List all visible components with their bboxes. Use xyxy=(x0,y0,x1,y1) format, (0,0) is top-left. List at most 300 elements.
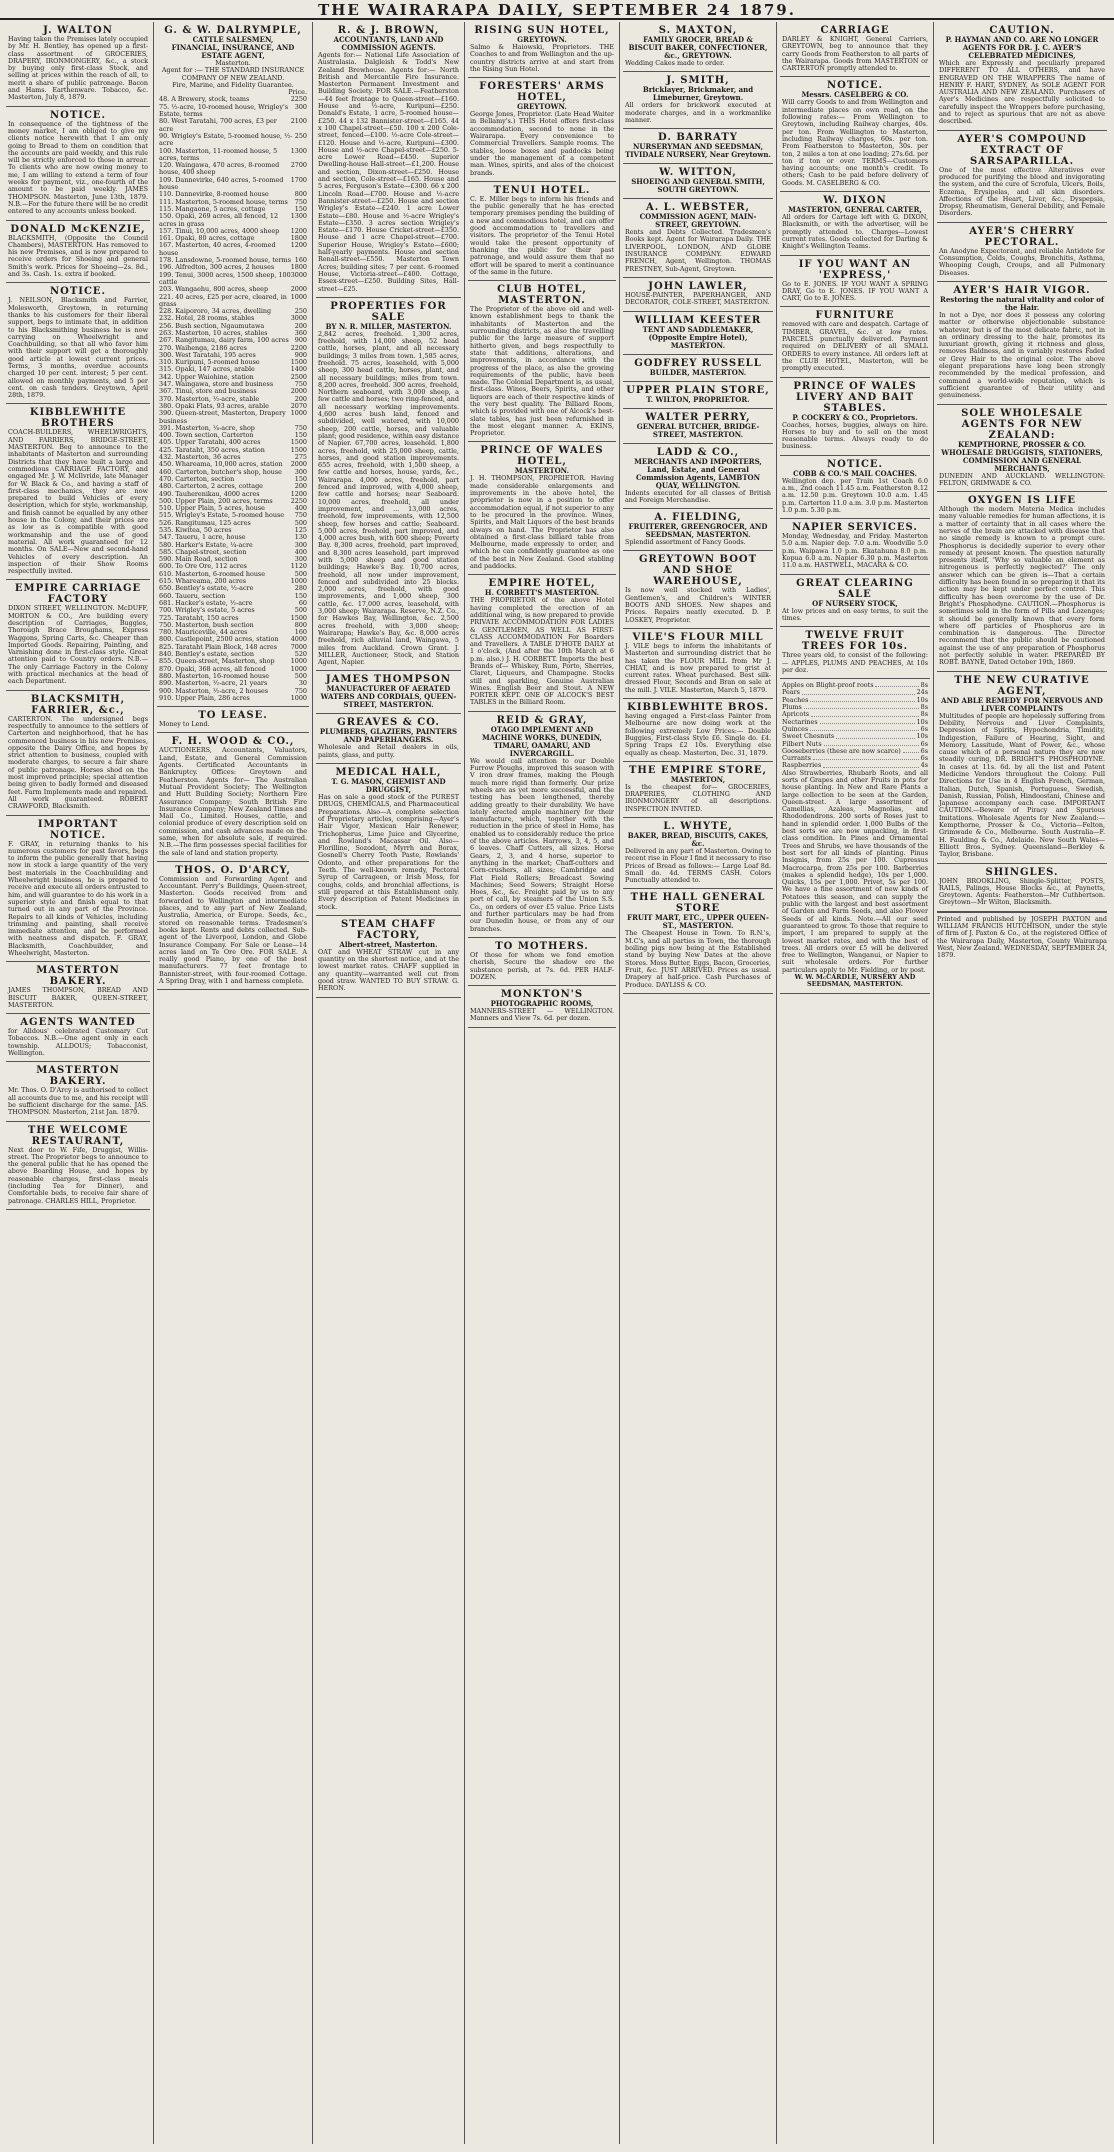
property-number: 232. xyxy=(159,314,174,323)
ad-body: Rents and Debts Collected. Tradesmen's Books kept. Agent for Wairarapa Daily. THE LIVERPOOL, LONDON, AND GLOBE INSURANCE COMPANY. EDWARD FRENCH, Agent, Wellington. THOMAS PRESTNEY, Sub-Agent, Greytown. xyxy=(625,228,771,273)
property-price: 250 xyxy=(294,307,307,316)
property-row xyxy=(159,410,307,425)
ad-body: AUCTIONEERS, Accountants, Valuators, Land, Estate, and General Commission Agents. Certificated Accountants in Bankruptcy. Offices: Greytown and Featherston. Agents for— The Australian Mutual Provident Society; The Wellington and Hutt Building Society; Northern Fire Assurance Company; South British Fire Insurance Company; New Zealand Times and Mail Co., Limited. Houses, cattle, and colonial produce of every description sold on commission, and cash advances made on the same, when for absolute sale, if required. N.B.—The firm possesses special facilities for the sale of land and station property. xyxy=(159,746,307,857)
advertisement xyxy=(6,283,150,404)
leader-dots xyxy=(813,755,919,760)
property-description: Hacker's estate, ½-acre xyxy=(175,598,253,607)
advertisement xyxy=(6,1122,150,1210)
advertisement xyxy=(780,77,930,192)
property-description: Carterton, 2 acres, cottage xyxy=(175,482,263,491)
advertisement xyxy=(6,107,150,221)
ad-title: PRINCE OF WALES LIVERY AND BAIT STABLES. xyxy=(793,380,917,414)
ad-title: DONALD McKENZIE, xyxy=(10,223,146,235)
ad-title: JOHN LAWLER, xyxy=(648,280,748,292)
ad-title: PRINCE OF WALES HOTEL, xyxy=(480,445,604,468)
ad-body: All orders for Cartage left with G. DIXON, Blacksmith, or with the advertiser, will be promptly attended to. Charges—Lowest current rates. Goods collected for Darling & Knight's Wellington Teams. xyxy=(782,213,928,251)
property-price: 1800 xyxy=(290,234,307,243)
ad-title: CAUTION. xyxy=(989,25,1055,36)
property-number: 80. xyxy=(159,117,170,126)
property-number: 425. xyxy=(159,445,174,454)
property-desc xyxy=(159,104,295,119)
ad-location: Masterton. xyxy=(215,59,251,67)
ad-title: BLACKSMITH, FARRIER, &c., xyxy=(30,693,126,716)
ad-body: At low prices and on easy terms, to suit the times. xyxy=(782,606,928,622)
property-number: 150. xyxy=(159,212,174,221)
ad-body: Delivered in any part of Masterton. Owing to recent rise in Flour I find it necessary to rise Prices of Bread as follows:— Large Loaf 8d. Small do. 4d. TERMS CASH. Colors Punctually attended to. xyxy=(625,846,771,885)
property-price: 400 xyxy=(294,547,307,556)
advertisement xyxy=(623,818,773,889)
property-number: 48. xyxy=(159,95,170,104)
advertisement xyxy=(623,551,773,628)
advertisement xyxy=(468,281,616,442)
property-number: 681. xyxy=(159,598,174,607)
leader-dots xyxy=(811,711,919,716)
property-number: 196. xyxy=(159,263,174,272)
property-number: 256. xyxy=(159,321,174,330)
ad-title: NOTICE. xyxy=(49,109,107,121)
property-number: 590. xyxy=(159,555,174,564)
ad-title: SOLE WHOLESALE AGENTS FOR NEW ZEALAND: xyxy=(961,407,1083,441)
property-price: 2250 xyxy=(290,496,307,505)
ad-title: UPPER PLAIN STORE, xyxy=(626,384,770,396)
ad-body: J. NEILSON, Blacksmith and Farrier, Molesworth, Greytown, in returning thanks to his customers for their liberal support, begs to intimate that, in addition to his Blacksmithing business he is now carrying on Wheelwright and Coachbuilding, so that all who favor him with their support will get a thoroughly good article at lowest current prices. Terms, 3 months, overdue accounts charged 10 per cent. interest; 5 per cent. allowed on monthly payments, and 5 per cent. on cash tenders. Greytown, April 28th, 1879. xyxy=(8,296,148,400)
ad-title: EMPIRE CARRIAGE FACTORY xyxy=(14,583,142,606)
property-number: 75. xyxy=(159,102,170,111)
property-desc xyxy=(159,272,291,287)
property-description: Masterton, ½-acre, 2 houses xyxy=(175,686,269,695)
leader-dots xyxy=(836,733,914,738)
property-price: 3000 xyxy=(290,314,307,323)
property-price: 2000 xyxy=(290,285,307,294)
property-price: 3000 xyxy=(290,270,307,279)
property-price: 30 xyxy=(298,679,307,688)
property-price: 2100 xyxy=(290,117,307,126)
property-description: Opaki, 269 acres, all fenced, 12 acres in grass xyxy=(159,212,279,228)
fruit-item: Sweet Chesnuts xyxy=(782,732,835,741)
advertisement xyxy=(623,509,773,551)
advertisement xyxy=(623,278,773,312)
ad-title: THE NEW CURATIVE AGENT, xyxy=(954,674,1090,697)
property-number: 120. xyxy=(159,161,174,170)
ad-body: C. E. Miller begs to inform his friends and the public generally that he has erected temporary premises pending the building of a new and commodious hotel, and can offer good accommodation to travellers and visitors. The proprietor of the Tenui Hotel would take the present opportunity of thanking the public for their past patronage, and would assure them that no effort will be spared to merit a continuance of the same in the future. xyxy=(470,194,614,276)
ad-subtitle: FRUIT MART, ETC., UPPER QUEEN-ST., MASTERTON. xyxy=(627,913,769,931)
advertisement xyxy=(623,312,773,355)
leader-dots xyxy=(810,697,914,702)
ad-body: An Anodyne Expectorant, and reliable Antidote for Consumption, Colds, Coughs, Bronchitis, Asthma, Whooping Cough, Croups, and all Pulmonary Diseases. xyxy=(939,246,1105,277)
ad-title: AGENTS WANTED xyxy=(20,1017,136,1029)
property-price: 150 xyxy=(294,431,307,440)
property-description: Masterton, ½-acre, 21 years xyxy=(175,679,268,688)
property-price: 400 xyxy=(294,504,307,513)
advertisement xyxy=(780,192,930,255)
advertisement xyxy=(623,444,773,510)
fruit-price: 6s xyxy=(920,746,928,755)
property-description: Masterton, 5-roomed house, terms xyxy=(175,197,288,206)
property-description: Masterton, 11-roomed house, 5 acres, terms xyxy=(159,146,278,162)
property-description: Masterton, 10 acres, stables xyxy=(175,328,268,337)
advertisement xyxy=(157,733,309,861)
property-price: 300 xyxy=(294,555,307,564)
ad-title: TWELVE FRUIT TREES FOR 10s. xyxy=(801,630,909,653)
masthead-title: THE WAIRARAPA DAILY, SEPTEMBER 24 1879. xyxy=(318,1,796,19)
ad-title: SHINGLES. xyxy=(985,866,1059,878)
advertisement xyxy=(316,298,461,672)
advertisement xyxy=(937,223,1107,282)
property-description: Kiwitea, 50 acres xyxy=(175,526,232,534)
property-row xyxy=(159,133,307,148)
advertisement xyxy=(316,714,461,764)
property-description: 40 acres, £25 per acre, cleared, in grass xyxy=(159,292,287,308)
advertisement xyxy=(6,580,150,690)
property-row xyxy=(159,695,307,702)
property-row xyxy=(159,162,307,177)
ad-body: F. GRAY, in returning thanks to his numerous customers for past favors, begs to inform the public generally that having now in stock a large quantity of the very best materials in the Coachbuilding and Wheelwright business, he is prepared to receive and execute all orders entrusted to him, and will guarantee to do his work in a superior style and finish equal to that turned out in any part of the Province. Repairs to all kinds of Vehicles, including trimming and painting, shall receive immediate attention, and be performed with neatness and dispatch. F. GRAY, Blacksmith, Coachbuilder, and Wheelwright, Masterton. xyxy=(8,839,148,957)
property-desc xyxy=(159,133,295,148)
property-number: 825. xyxy=(159,642,174,651)
fruit-price: 8s xyxy=(920,703,928,712)
property-description: Tauherenikau, 4000 acres xyxy=(175,489,260,498)
property-number: 267. xyxy=(159,336,174,345)
advertisement xyxy=(937,22,1107,131)
property-number: 490. xyxy=(159,489,174,498)
property-description: Kuripuni, 5-roomed house xyxy=(175,358,260,367)
property-description: Opaki, 147 acres, arable xyxy=(175,365,255,374)
advertisement xyxy=(468,938,616,986)
property-price: 2070 xyxy=(290,401,307,410)
ad-title: JAMES THOMPSON xyxy=(325,674,452,686)
ad-body: DARLEY & KNIGHT, General Carriers, GREYTOWN, beg to announce that they carry Goods from Featherston to all parts of the Wairarapa. Goods from MASTERTON or CARTERTON promptly attended to. xyxy=(782,35,928,73)
property-number: 161. xyxy=(159,234,174,243)
ad-title: THOS. O. D'ARCY, xyxy=(175,864,291,876)
property-price: 300 xyxy=(294,467,307,476)
ad-title: NOTICE. xyxy=(826,80,884,92)
property-price: 1000 xyxy=(290,577,307,586)
fruit-item: Filbert Nuts xyxy=(782,739,822,748)
ad-title: AYER'S CHERRY PECTORAL. xyxy=(969,225,1075,248)
property-desc xyxy=(159,118,291,133)
property-description: Chapel-street, section xyxy=(175,547,247,556)
ad-subtitle: MANUFACTURER OF AERATED WATERS AND CORDIALS, QUEEN-STREET, MASTERTON. xyxy=(320,684,457,710)
column-rule xyxy=(464,22,465,2144)
advertisement xyxy=(623,164,773,199)
advertisement xyxy=(157,707,309,733)
leader-dots xyxy=(823,762,918,767)
advertisement xyxy=(316,916,461,998)
ad-body: Agents for:— National Life Association of Australasia. Dalgleish & Todd's New Zealand Brewhouse. Agents for:— North British and Mercantile Fire Insurance. Masterton Permanent Investment and Building Society. FOR SALE.—Featherston—44 feet frontage to Queen-street—£160. House and ½-acre, Kuripuni—£250. Donald's Estate, 1 acre, 5-roomed house—£250. 44 x 132 Bannister-street—£165. 44 x 100 Chapel-street—£50. 100 x 200 Cole-street, fenced—£100. ½-acre Cole-street—£120. House and ½-acre, Kuripuni—£300. House and ½-acre Chapel-street—£250. 5-acre Lower Road—£450. Superior Dwelling-house Hall-street—£1,200. House and section, Dixon-street—£250. House and section, Cole-street—£165. House and 5 acres, Ferguson's Estate—£300. 66 x 200 Lincoln Road—£700. House and ½-acre Bannister-street—£250. House and section Wrigley's Estate—£240. 1 acre Lower Estate—£80. House and ½-acre Wrigley's Estate—£350. 3 acres section Wrigley's Estate—£170. House Cricket-street—£350. House and 1 acre Chapel-street—£700. Superior House, Wrigley's Estate—£600; half-yearly payments. House and section Renall-street—£550. Masterton Town Acres; building sites; 7 per cent. 6-roomed House, Victoria-street—£400. Cottage, Essex-street—£250. Building Sites, Hall-street—£25. xyxy=(318,51,459,293)
fruit-price-row xyxy=(782,682,928,689)
advertisement xyxy=(780,456,930,519)
fruit-price-list xyxy=(782,682,928,770)
property-description: Main Road, section xyxy=(175,555,238,564)
property-row xyxy=(159,104,307,119)
property-price: 750 xyxy=(294,511,307,520)
leader-dots xyxy=(820,719,915,724)
property-description: Lansdowne, 5-roomed house, terms xyxy=(175,256,291,265)
ad-body: BLACKSMITH, (Opposite the Council Chambers), MASTERTON. Has removed to his new Premises, and is now prepared to receive orders for Shoeing and general Smith's work. Prices for Shoeing—2s. 8d., and 3s. Cash. 1s. extra if booked. xyxy=(8,233,148,279)
property-row xyxy=(159,213,307,228)
property-price: 275 xyxy=(294,453,307,462)
fruit-item: Quinces xyxy=(782,724,809,733)
property-description: Masterton, ½-acre, stable xyxy=(175,394,260,403)
advertisement xyxy=(780,22,930,77)
column-5 xyxy=(623,22,773,2144)
ad-subtitle: MASTERTON. xyxy=(514,466,570,476)
property-description: Town section, Carterton xyxy=(175,431,254,440)
property-price: 500 xyxy=(294,569,307,578)
property-description: Wangaehu, 800 acres, sheep xyxy=(175,285,269,294)
property-price: 1000 xyxy=(290,292,307,301)
fruit-item: Pears xyxy=(782,688,800,697)
property-number: 515. xyxy=(159,511,174,520)
ad-title: J. WALTON xyxy=(43,25,113,36)
ad-title: MONKTON'S xyxy=(500,989,584,1001)
ad-body: Wholesale and Retail dealers in oils, paints, glass, and putty. xyxy=(318,743,459,759)
advertisement xyxy=(623,409,773,444)
ad-body: Next door to W. Fife, Druggist, Willis-street. The Proprietor begs to announce to the general public that he has opened the above Boarding House, and hopes by reasonable charges, first-class meals (including Tea for Dinner), and Comfortable beds, to receive fair share of patronage. CHARLES HILL, Proprietor. xyxy=(8,1145,148,1205)
property-number: 870. xyxy=(159,664,174,673)
property-number: 115. xyxy=(159,204,174,213)
property-description: Upper Waiohine, station xyxy=(175,372,254,381)
property-price: 250 xyxy=(294,131,307,140)
ad-title: IMPORTANT NOTICE. xyxy=(37,818,119,841)
property-number: 610. xyxy=(159,569,174,578)
fruit-price: 6s xyxy=(920,739,928,748)
ad-subtitle: KEMPTHORNE, PROSSER & CO. WHOLESALE DRUGGISTS, STATIONERS, COMMISSION AND GENERAL MERCHANTS, xyxy=(941,439,1103,473)
fruit-price: 6s xyxy=(920,754,928,763)
advertisement xyxy=(623,355,773,382)
ad-body: In not a Dye, nor does it possess any coloring matter or otherwise objectionable substance whatever, but is of the most delicate fabric, not in an ordinary dressing to the hair, promotes its luxuriant growth, giving it richness and gloss, removes Baldness, and in variably restores Faded or Grey Hair to the original color. The above elegant preparations have long been strongly recommended by the medical profession, and command a world-wide reputation, which is sufficient guarantee of their utility and genuineness. xyxy=(939,310,1105,400)
property-price: 160 xyxy=(294,256,307,265)
property-number: 480. xyxy=(159,482,174,491)
ad-body: Which are Expressly and peculiarly prepared DIFFERENT TO ALL OTHERS, and have ENGRAVED ON THE WRAPPERS The name of HENRY F. HART, SYDNEY, As SOLE AGENT FOR AUSTRALIA AND NEW ZEALAND. Purchasers of Ayer's Medicines are respectfully solicited to carefully inspect the Wrappers before purchasing, and to reject as spurious that are not as above described. xyxy=(939,59,1105,126)
property-number: 221. xyxy=(159,292,174,301)
ad-title: L. WHYTE, xyxy=(663,820,733,832)
advertisement xyxy=(623,72,773,129)
property-description: Taueru, 1 acre, house xyxy=(175,533,246,542)
property-number: 580. xyxy=(159,540,174,549)
nursery-body: Also Strawberries, Rhubarb Roots, and all sorts of Grapes and other Fruits in pots for house planting. In New and Rare Plants a large collection to be seen at the Garden, Queen-street. A large assortment of Camellias, Azaleas, Magnolias, and Rhododendrons. 200 sorts of Roses just to hand in splendid order. 1,000 Bulbs of the best sorts we are now unpacking, in first-class condition. In Pines and Ornamental Trees and Shrubs, we have thousands of the best sort for all kinds of planting. Pinus Insignis, from 25s per 100. Cupressus Macrocarpa, from 25s per 100. Barberries (makes a splendid hedge), 10s per 1,000. Quicks, 15s per 1,000. Privet, 5s per 100. We have a fine assortment of new kinds of Potatoes this season, and can supply the public with the largest and best assortment of Garden and Farm Seeds, and also Flower Seeds of all kinds. Note.—All our seed guaranteed to grow. To those that require to import, I am prepared to supply at the lowest market rates, and with the best of trees. All orders over £5 will be delivered free to Wellington, Wanganui, or Napier to suit wholesale orders. For further particulars apply to Mr. Fielding, or by post. xyxy=(782,768,928,974)
advertisement xyxy=(6,962,150,1014)
property-price: 200 xyxy=(294,394,307,403)
fruit-price: 10s xyxy=(916,695,928,704)
advertisement xyxy=(623,629,773,699)
ad-body: having engaged a First-class Painter from Melbourne are now doing work at the following extremely Low Prices:— Double Buggies, First-class Style £6. Single do. £4. Spring Traps £2 10s. Everything else equally as cheap. Masterton, Dec. 31, 1879. xyxy=(625,712,771,757)
property-description: West Taratahi, 700 acres, £3 per acre xyxy=(159,117,277,133)
advertisement xyxy=(623,889,773,993)
property-description: Alfredton, 300 acres, 2 houses xyxy=(175,263,275,272)
ad-title: A. L. WEBSTER, xyxy=(645,202,751,214)
property-number: 167. xyxy=(159,241,174,250)
property-description: Tarataht Plain Block, 148 acres xyxy=(175,642,277,651)
ad-title: NOTICE. xyxy=(49,286,107,298)
advertisement xyxy=(780,307,930,377)
property-number: 110. xyxy=(159,190,174,199)
advertisement xyxy=(623,199,773,278)
ad-title: AYER'S COMPOUND EXTRACT OF SARSAPARILLA. xyxy=(957,133,1087,167)
advertisement xyxy=(6,404,150,580)
ad-title: FORESTERS' ARMS HOTEL, xyxy=(479,81,605,104)
advertisement xyxy=(6,1062,150,1121)
property-description: Carterton, section xyxy=(175,474,235,483)
property-price: 1800 xyxy=(290,263,307,272)
property-price: 750 xyxy=(294,423,307,432)
column-1 xyxy=(6,22,150,2144)
ad-title: MASTERTON BAKERY. xyxy=(36,1065,120,1088)
property-number: 585. xyxy=(159,547,174,556)
ad-subtitle: H. CORBETT'S MASTERTON. xyxy=(484,588,600,598)
column-rule xyxy=(933,22,934,2144)
advertisement xyxy=(6,22,150,107)
ad-body: The Proprietor of the above old and well-known establishment begs to thank the inhabitants of Masterton and the surrounding districts, as also the travelling public for the large measure of support hitherto given, and begs respectfully to state that additions, alterations, and improvements, in accordance with the progress of the place, as also the growing requirements of the public, have been made. The Colonial Department is, as usual, first-class. Wines, Beers, Spirits, and other liquors are each of their respective kinds of the very best quality. The Billiard Room, which is provided with one of Alcock's best-slate tables, has just been refurnished in the most elegant manner. A. EKINS, Proprietor. xyxy=(470,305,614,438)
property-description: Rangitumau, dairy farm, 100 acres xyxy=(175,336,289,345)
ad-body: Money to Lend. xyxy=(159,720,210,729)
ad-subtitle: T. G. MASON, CHEMIST AND DRUGGIST, xyxy=(331,777,446,795)
property-row xyxy=(159,177,307,192)
property-number: 157. xyxy=(159,226,174,235)
property-number: 370. xyxy=(159,394,174,403)
property-number: 840. xyxy=(159,650,174,659)
ad-subtitle: OTAGO IMPLEMENT AND MACHINE WORKS, DUNEDIN, TIMARU, OAMARU, AND INVERCARGILL. xyxy=(482,724,602,758)
ad-body: J. VILE begs to inform the inhabitants of Masterton and surrounding district that he has taken the FLOUR MILL from Mr J. CHIAT, and is now prepared to grist at current rates. Wheat purchased. Best silk-dressed Flour, Seconds and Bran on sale at the mill. J. VILE. Masterton, March 5, 1879. xyxy=(625,641,771,694)
fruit-price: 24s xyxy=(916,688,928,697)
ad-subtitle: COBB & CO.'S MAIL COACHES. xyxy=(793,468,917,478)
property-desc xyxy=(159,213,291,228)
property-description: Taueru, section xyxy=(175,591,226,600)
ad-title: THE HALL GENERAL STORE xyxy=(630,892,766,915)
advertisement xyxy=(937,672,1107,864)
ad-title: THE EMPIRE STORE, xyxy=(628,764,768,776)
property-number: 600. xyxy=(159,562,174,571)
property-number: 178. xyxy=(159,256,174,265)
ad-title: NAPIER SERVICES. xyxy=(792,522,918,534)
property-price: 1700 xyxy=(290,175,307,184)
fruit-item: Gooseberries (these are now scarce) xyxy=(782,746,901,755)
ad-subtitle: FAMILY GROCER, BREAD & BISCUIT BAKER, CONFECTIONER, &c., GREYTOWN. xyxy=(628,35,768,60)
column-4 xyxy=(468,22,616,2144)
ad-body: DUNEDIN AND AUCKLAND. WELLINGTON: FELTON, GRIMWADE & CO. xyxy=(939,471,1105,487)
property-description: Opaki, 80 acres, cottage xyxy=(175,234,255,243)
fruit-item: Raspberries xyxy=(782,761,822,770)
ad-title: WALTER PERRY, xyxy=(645,411,751,423)
leader-dots xyxy=(804,704,919,709)
ad-body: Is the cheapest for— GROCERIES, DRAPERIES, CLOTHING AND IRONMONGERY of all descriptions. INSPECTION INVITED. xyxy=(625,782,771,813)
ad-body: In consequence of the tightness of the money market, I am obliged to give my clients notice herewith that I am only going to Bread to them on condition that the accounts are paid weekly, and this rule will be strictly enforced to those in arrear. To clients who are now owing money to me, I am willing to extend a term of four weeks for payment, viz., one-fourth of the amount to be paid weekly. JAMES THOMPSON. Masterton, June 13th, 1879. N.B.—For the future there will be no credit entered to any accounts unless booked. xyxy=(8,119,148,216)
ad-body: THE PROPRIETOR of the above Hotel having completed the erection of an additional wing, is now prepared to provide PRIVATE ACCOMMODATION FOR LADIES & GENTLEMEN, AS WELL AS FIRST-CLASS ACCOMMODATION For Boarders and Travellers. A TABLE D'HOTE DAILY at 1 o'clock, (And after the 10th March at 6 p.m. also.) J. H. CORBETT. Imports the best Brands of— Whiskey, Rum, Porto, Sherries, Claret, Liqueurs, and Champagne. Stocks still and sparkling, Genuine Australian Wines. English Beer and Stout. A NEW PORTER KEPT. ONE OF ALCOCK'S BEST TABLES in the Billiard Room. xyxy=(470,596,614,707)
property-price: 750 xyxy=(294,197,307,206)
fruit-price: 6s xyxy=(920,724,928,733)
property-number: 700. xyxy=(159,606,174,615)
property-number: 390. xyxy=(159,409,174,418)
property-number: 400. xyxy=(159,431,174,440)
advertisement xyxy=(316,764,461,916)
ad-title: GREAT CLEARING SALE xyxy=(796,577,914,600)
ad-title: WILLIAM KEESTER xyxy=(634,314,762,326)
advertisement xyxy=(623,129,773,164)
property-list xyxy=(159,96,307,702)
fruit-item: Currants xyxy=(782,754,811,763)
ad-title: RISING SUN HOTEL, xyxy=(474,25,610,36)
ad-subtitle: NURSERYMAN AND SEEDSMAN, TIVIDALE NURSERY, Near Greytown. xyxy=(625,142,771,160)
ad-body: COACH-BUILDERS, WHEELWRIGHTS, AND FARRIERS, BRIDGE-STREET, MASTERTON. Beg to announce to the inhabitants of Masterton and surrounding Districts that they have built a large and commodious CARRIAGE FACTORY, and engaged Mr. J. W. McIlvride, late Manager for W. Black & Co., and having a staff of first-class mechanics, they are now prepared to build Vehicles of every description, which for style, workmanship, and finish cannot be equalled by any other house in the Colony, and their prices are as low as is compatible with good workmanship and the use of good material. All work guaranteed for 12 months. On SALE—New and second-hand Vehicles of every description. An inspection of their Show Rooms respectfully invited. xyxy=(8,428,148,576)
property-price: 750 xyxy=(294,686,307,695)
ad-title: LADD & CO., xyxy=(656,446,740,458)
ad-body: Although the modern Materia Medica includes many valuable remedies for human affections, it is a matter of certainty that in all cases where the nerves of the brain are attacked with disease that no single remedy is known to a prompt cure. Phosphorus is decidedly superior to every other remedy at present known. The question naturally presents itself, 'Why so valuable an element as nitrogenous is perfectly neglected?' The only answer which can be given is—That a certain difficulty has been found in so preparing it that its action may be kept under perfect control. This difficulty has been overcome by the use of Dr. Bright's Phosphodyne. CAUTION.—Phosphorus is sometimes sold in the form of Pills and Lozenges; it should be generally known that every form where off particles of Phosphorus are in combination is dangerous. The Director recommend that the public should be cautioned against the use of any preparation of Phosphorus not perfectly soluble in water. PREPARED BY ROBT. BAYNE, Dated October 19th, 1869. xyxy=(939,505,1105,667)
ad-subtitle: Bricklayer, Brickmaker, and Limeburner, Greytown. xyxy=(642,85,754,103)
property-price: 150 xyxy=(294,591,307,600)
property-price: 800 xyxy=(294,620,307,629)
property-description: Waingawa, store and business xyxy=(175,380,274,389)
column-rule xyxy=(153,22,154,2144)
leader-dots xyxy=(824,741,919,746)
property-price: 150 xyxy=(294,204,307,213)
ad-body: Commission and Forwarding Agent and Accountant. Perry's Buildings, Queen-street, Masterton. Goods received from and forwarded to Wellington and intermediate places, and to any part of New Zealand, Australia, America, or Europe. Seeds, &c., stored on reasonable terms. Tradesmen's books kept. Rents and debts collected. Sub-agent of the Liverpool, London, and Globe Insurance Company. For Sale or Lease—14 acres land on Te Ore Ore. FOR SALE. A really good Piano, by one of the best manufacturers. 77 feet frontage to Bannister-street, with four-roomed Cottage. A Spring Dray, with 1 and harness complete. xyxy=(159,874,307,986)
advertisement xyxy=(937,282,1107,405)
ad-title: IF YOU WANT AN 'EXPRESS,' xyxy=(798,258,912,281)
advertisement xyxy=(316,22,461,298)
property-description: Masterton, 6-roomed house xyxy=(175,569,265,578)
ad-subtitle: BUILDER, MASTERTON. xyxy=(649,367,747,377)
advertisement xyxy=(468,78,616,182)
property-price: 1500 xyxy=(290,358,307,367)
property-number: 547. xyxy=(159,533,174,542)
advertisement xyxy=(937,492,1107,672)
ad-body: Salmo & Haiowski, Proprietors. THE Coaches to and from Wellington and the up-country districts arrive at and start from the Rising Sun Hotel. xyxy=(470,43,614,73)
property-price: 1200 xyxy=(290,489,307,498)
property-description: Opaki, 368 acres, all fenced xyxy=(175,664,266,673)
property-number: 780. xyxy=(159,628,174,637)
masthead xyxy=(0,0,1114,20)
advertisement xyxy=(780,575,930,628)
property-price: 900 xyxy=(294,350,307,359)
advertisement xyxy=(623,22,773,72)
ad-title: PROPERTIES FOR SALE xyxy=(330,300,447,323)
column-7-ads xyxy=(937,22,1107,912)
leader-dots xyxy=(802,689,915,694)
property-number: 750. xyxy=(159,620,174,629)
property-description: Bush section, Ngaumutawa xyxy=(175,321,265,330)
ad-subtitle: PHOTOGRAPHIC ROOMS, xyxy=(490,999,594,1009)
ad-subtitle: AND ABLE REMEDY FOR NERVOUS AND LIVER COMPLAINTS xyxy=(941,695,1103,713)
advertisement xyxy=(6,1014,150,1062)
ad-subtitle: BAKER, BREAD, BISCUITS, CAKES, &c. xyxy=(627,830,769,848)
ad-title: REID & GRAY, xyxy=(496,714,588,726)
property-number: 650. xyxy=(159,584,174,593)
ad-body: Of those for whom we fond emotion cherish, Secure the shadow ere the substance perish, at 7s. 6d. PER HALF-DOZEN. xyxy=(470,950,614,981)
advertisement xyxy=(780,256,930,308)
ad-body: MANNERS-STREET — WELLINGTON. Manners and View 7s. 6d. per dozen. xyxy=(470,1007,614,1023)
ad-title: TO MOTHERS. xyxy=(495,940,589,952)
property-number: 660. xyxy=(159,591,174,600)
property-number: 342. xyxy=(159,372,174,381)
leader-dots xyxy=(810,726,918,731)
ad-subtitle: GREYTOWN. xyxy=(517,35,567,44)
ad-subtitle: ACCOUNTANTS, LAND AND COMMISSION AGENTS. xyxy=(333,35,444,52)
property-number: 615. xyxy=(159,577,174,586)
ad-subtitle: Albert-street, Masterton. xyxy=(339,939,438,949)
ad-title: A. FIELDING, xyxy=(654,512,742,524)
ad-title: W. WITTON, xyxy=(659,167,737,179)
ad-body: Go to E. JONES. IF YOU WANT A SPRING DRAY, Go to E. JONES. IF YOU WANT A CART, Go to E. JONES. xyxy=(782,279,928,303)
property-price: 1500 xyxy=(290,445,307,454)
ad-subtitle: CATTLE SALESMEN, xyxy=(192,35,274,44)
ad-body: One of the most effective Alteratives ever produced for purifying the blood and invigorating the system, and the cure of Scrofula, Ulcers, Boils, Eczema, Erysipelas, and all skin disorders. Affections of the Heart, Liver, &c., Dyspepsia, Dropsy, Rheumatism, General Debility, and Female Disorders. xyxy=(939,165,1105,218)
advertisement xyxy=(468,575,616,711)
property-description: ½-acre, 10-roomed house, Wrigley's Estate, terms xyxy=(159,102,289,119)
ad-subtitle: TENT AND SADDLEMAKER, (Opposite Empire Hotel), MASTERTON. xyxy=(642,324,754,350)
ad-subtitle: MERCHANTS AND IMPORTERS, Land, Estate, and General Commission Agents, LAMBTON QUAY, WELLINGTON. xyxy=(634,456,762,490)
column-rule xyxy=(776,22,777,2144)
advertisement xyxy=(937,405,1107,493)
